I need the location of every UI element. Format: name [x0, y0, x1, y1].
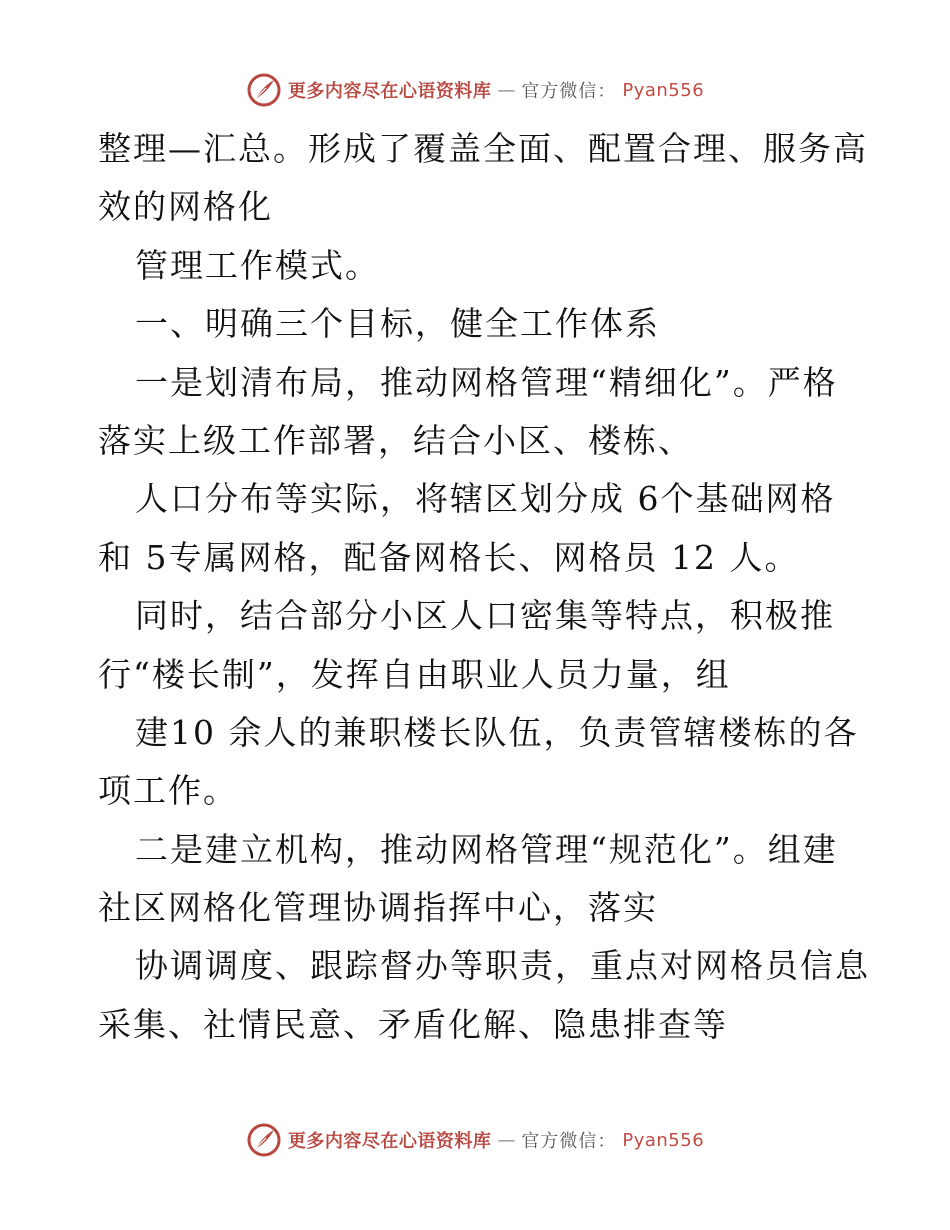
body-line-14: 社区网格化管理协调指挥中心，落实: [98, 888, 658, 928]
body-line-15: 协调调度、跟踪督办等职责，重点对网格员信息: [135, 946, 870, 986]
body-line-3: 管理工作模式。: [135, 245, 380, 285]
body-line-16: 采集、社情民意、矛盾化解、隐患排查等: [98, 1004, 728, 1044]
banner-wechat-id: Pyan556: [622, 1129, 705, 1151]
body-line-11: 建10 余人的兼职楼长队伍，负责管辖楼栋的各: [135, 712, 859, 752]
banner-separator: —: [497, 79, 516, 101]
body-line-12: 项工作。: [98, 771, 238, 811]
document-body: [98, 120, 870, 1054]
body-line-2: 效的网格化: [98, 187, 273, 227]
feather-quill-logo-icon: [246, 1122, 282, 1158]
body-line-7: 人口分布等实际，将辖区划分成 6个基础网格: [135, 479, 836, 519]
banner-site-name: 更多内容尽在心语资料库: [287, 81, 492, 102]
body-line-10: 行“楼长制”，发挥自由职业人员力量，组: [98, 654, 731, 694]
body-line-9: 同时，结合部分小区人口密集等特点，积极推: [135, 596, 835, 636]
body-line-1: 整理—汇总。形成了覆盖全面、配置合理、服务高: [98, 129, 868, 168]
banner-wechat-id: Pyan556: [622, 79, 705, 101]
body-line-13: 二是建立机构，推动网格管理“规范化”。组建: [135, 829, 838, 869]
header-banner: [0, 70, 950, 110]
section-heading: 一、明确三个目标，健全工作体系: [135, 304, 660, 344]
footer-banner: [0, 1120, 950, 1160]
banner-site-name: 更多内容尽在心语资料库: [287, 1131, 492, 1152]
banner-wechat-label: 官方微信：: [521, 1131, 617, 1152]
feather-quill-logo-icon: [246, 72, 282, 108]
body-line-6: 落实上级工作部署，结合小区、楼栋、: [98, 420, 693, 460]
body-line-8: 和 5专属网格，配备网格长、网格员 12 人。: [98, 537, 800, 577]
banner-separator: —: [497, 1129, 516, 1151]
body-line-5: 一是划清布局，推动网格管理“精细化”。严格: [135, 362, 838, 402]
banner-wechat-label: 官方微信：: [521, 81, 617, 102]
